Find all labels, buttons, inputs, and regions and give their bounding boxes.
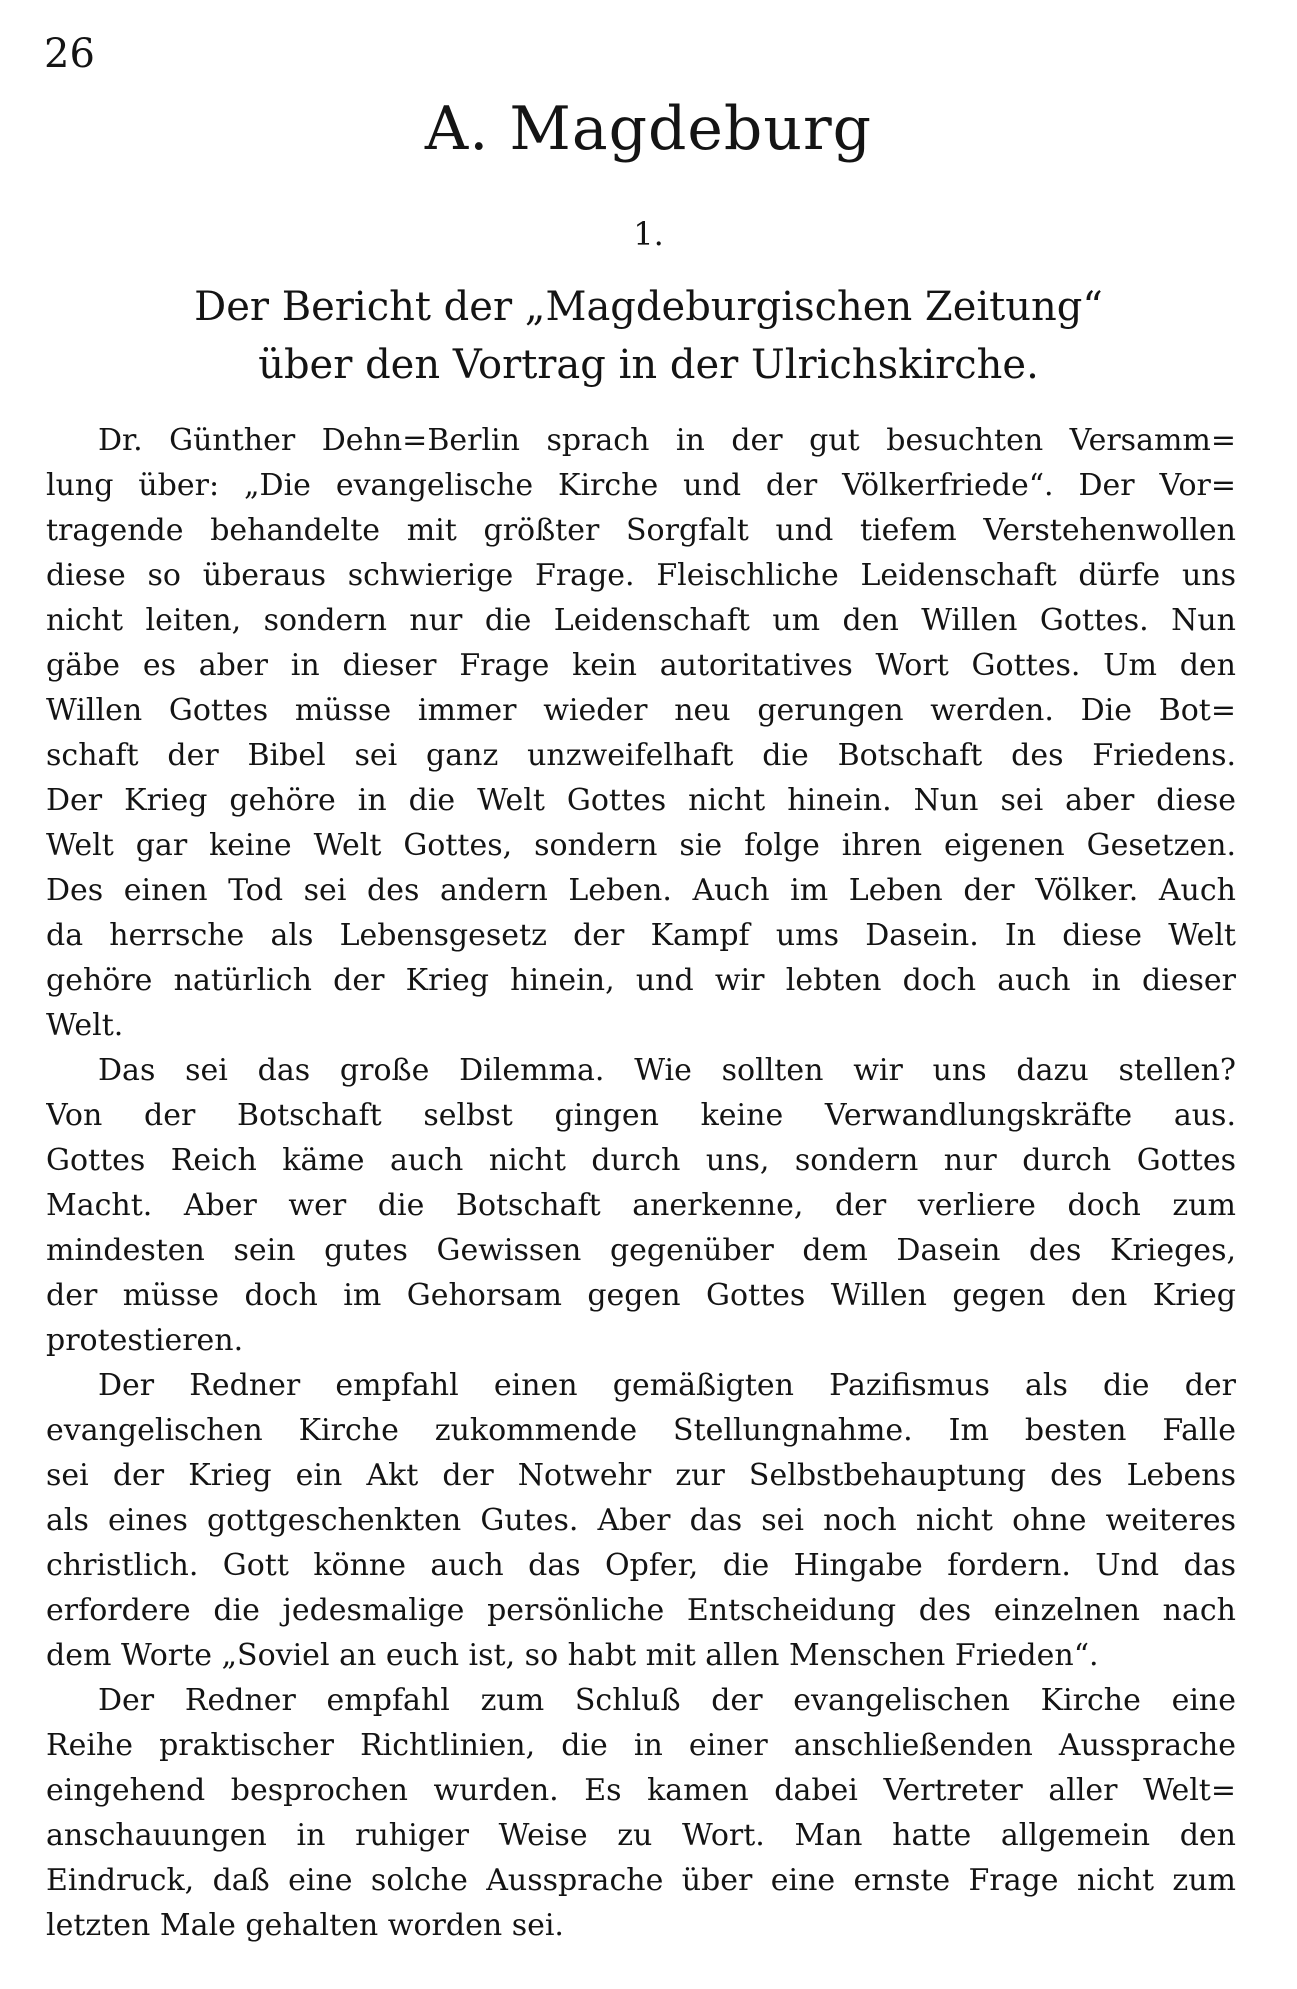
text-line: Welt. — [46, 1008, 124, 1043]
text-line: letzten Male gehalten worden sei. — [46, 1908, 564, 1943]
text-line: da herrsche als Lebensgesetz der Kampf ums Dasein. In diese Welt — [46, 918, 1236, 953]
text-line: erfordere die jedesmalige persönliche Entscheidung des einzelnen nach — [46, 1593, 1236, 1628]
text-line: Eindruck, daß eine solche Aussprache über eine ernste Frage nicht zum — [46, 1863, 1236, 1898]
text-line: als eines gottgeschenkten Gutes. Aber das sei noch nicht ohne weiteres — [46, 1503, 1236, 1538]
text-line: mindesten sein gutes Gewissen gegenüber dem Dasein des Krieges, — [46, 1233, 1236, 1268]
page-number: 26 — [44, 31, 95, 77]
text-line: dem Worte „Soviel an euch ist, so habt mit allen Menschen Frieden“. — [46, 1638, 1099, 1673]
text-line: Der Redner empfahl zum Schluß der evangelischen Kirche eine — [98, 1683, 1236, 1718]
text-line: Reihe praktischer Richtlinien, die in einer anschließenden Aussprache — [46, 1728, 1236, 1763]
text-line: Willen Gottes müsse immer wieder neu gerungen werden. Die Bot= — [46, 693, 1236, 728]
text-line: der müsse doch im Gehorsam gegen Gottes Willen gegen den Krieg — [46, 1278, 1236, 1313]
article-body — [46, 418, 1236, 1948]
article-title — [0, 278, 1297, 394]
article-title-line: über den Vortrag in der Ulrichskirche. — [258, 342, 1039, 388]
text-line: protestieren. — [46, 1323, 244, 1358]
text-line: schaft der Bibel sei ganz unzweifelhaft die Botschaft des Friedens. — [46, 738, 1236, 773]
text-line: evangelischen Kirche zukommende Stellungnahme. Im besten Falle — [46, 1413, 1236, 1448]
text-line: tragende behandelte mit größter Sorgfalt und tiefem Verstehenwollen — [46, 513, 1236, 548]
text-line: Der Krieg gehöre in die Welt Gottes nicht hinein. Nun sei aber diese — [46, 783, 1236, 818]
text-line: gehöre natürlich der Krieg hinein, und wir lebten doch auch in dieser — [46, 963, 1236, 998]
text-line: Dr. Günther Dehn=Berlin sprach in der gut besuchten Versamm= — [98, 423, 1236, 458]
article-title-line: Der Bericht der „Magdeburgischen Zeitung“ — [194, 284, 1103, 330]
text-line: Das sei das große Dilemma. Wie sollten wir uns dazu stellen? — [98, 1053, 1236, 1088]
text-line: Der Redner empfahl einen gemäßigten Pazifismus als die der — [98, 1368, 1236, 1403]
text-line: Von der Botschaft selbst gingen keine Verwandlungskräfte aus. — [46, 1098, 1236, 1133]
text-line: Gottes Reich käme auch nicht durch uns, sondern nur durch Gottes — [46, 1143, 1236, 1178]
text-line: Macht. Aber wer die Botschaft anerkenne, der verliere doch zum — [46, 1188, 1236, 1223]
text-line: christlich. Gott könne auch das Opfer, die Hingabe fordern. Und das — [46, 1548, 1236, 1583]
text-line: lung über: „Die evangelische Kirche und der Völkerfriede“. Der Vor= — [46, 468, 1236, 503]
chapter-title: A. Magdeburg — [424, 94, 873, 164]
text-line: eingehend besprochen wurden. Es kamen dabei Vertreter aller Welt= — [46, 1773, 1236, 1808]
text-line: diese so überaus schwierige Frage. Fleischliche Leidenschaft dürfe uns — [46, 558, 1236, 593]
section-number: 1. — [633, 215, 664, 253]
text-line: sei der Krieg ein Akt der Notwehr zur Selbstbehauptung des Lebens — [46, 1458, 1236, 1493]
text-line: Welt gar keine Welt Gottes, sondern sie folge ihren eigenen Gesetzen. — [46, 828, 1236, 863]
text-line: anschauungen in ruhiger Weise zu Wort. Man hatte allgemein den — [46, 1818, 1236, 1853]
text-line: gäbe es aber in dieser Frage kein autoritatives Wort Gottes. Um den — [46, 648, 1236, 683]
text-line: Des einen Tod sei des andern Leben. Auch im Leben der Völker. Auch — [46, 873, 1236, 908]
text-line: nicht leiten, sondern nur die Leidenschaft um den Willen Gottes. Nun — [46, 603, 1236, 638]
